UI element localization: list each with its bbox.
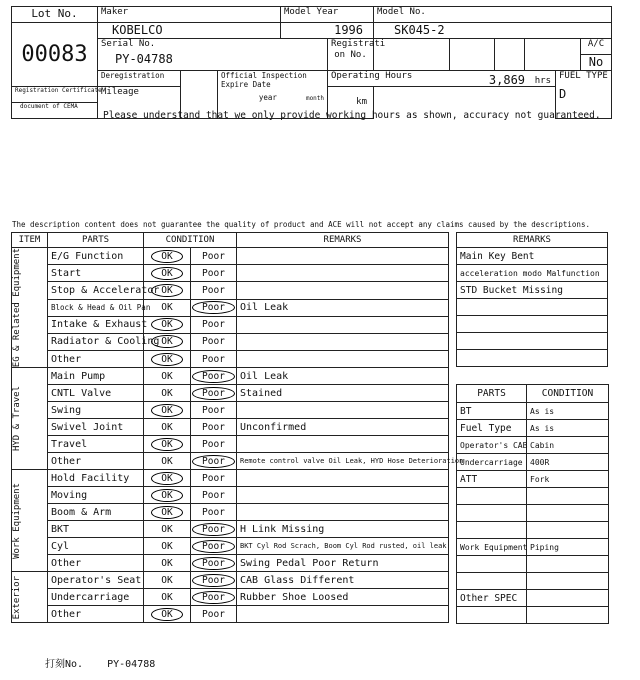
pc-condition [527, 522, 609, 539]
remark [237, 606, 449, 623]
pc-condition: Cabin [527, 437, 609, 454]
pc-condition [527, 505, 609, 522]
poor-mark: Poor [202, 489, 225, 501]
model-year-label: Model Year [284, 7, 339, 17]
condition-poor-cell [191, 470, 237, 487]
remark [237, 333, 449, 350]
inspection-row [12, 333, 449, 350]
part-name: CNTL Valve [48, 385, 144, 402]
poor-mark: Poor [192, 370, 235, 383]
poor-mark: Poor [202, 421, 225, 433]
condition-poor-cell [191, 385, 237, 402]
remark: CAB Glass Different [237, 572, 449, 589]
registration-label: Registrati on No. [328, 39, 374, 71]
remark [237, 487, 449, 504]
condition-ok-cell [144, 265, 191, 282]
poor-mark: Poor [192, 387, 235, 400]
pc-part: Fuel Type [457, 420, 527, 437]
side-remarks-header: REMARKS [457, 233, 608, 248]
parts-condition-row [457, 471, 609, 488]
part-name: Intake & Exhaust [48, 316, 144, 333]
condition-poor-cell [191, 316, 237, 333]
pc-condition [527, 488, 609, 505]
inspection-row [12, 453, 449, 470]
condition-poor-cell [191, 248, 237, 265]
condition-poor-cell [191, 402, 237, 419]
pc-condition: 400R [527, 454, 609, 471]
condition-ok-cell [144, 248, 191, 265]
remark: Swing Pedal Poor Return [237, 555, 449, 572]
poor-mark: Poor [192, 523, 235, 536]
poor-mark: Poor [202, 506, 225, 518]
ok-mark: OK [151, 353, 182, 366]
ok-mark: OK [161, 574, 173, 586]
inspection-row [12, 368, 449, 385]
deregistration-label: Deregistration [98, 71, 181, 87]
pc-condition [527, 607, 609, 624]
condition-ok-cell [144, 351, 191, 368]
ok-mark: OK [161, 591, 173, 603]
poor-mark: Poor [202, 353, 225, 365]
condition-poor-cell [191, 333, 237, 350]
pc-part [457, 573, 527, 590]
ac-value: No [581, 55, 612, 71]
poor-mark: Poor [192, 557, 235, 570]
registration-cell-2 [450, 39, 495, 71]
pc-part: Undercarriage [457, 454, 527, 471]
parts-condition-row [457, 522, 609, 539]
operating-hours-value: 3,869 [488, 73, 526, 87]
condition-poor-cell [191, 589, 237, 606]
remark [237, 316, 449, 333]
condition-poor-cell [191, 453, 237, 470]
fuel-type-value: D [559, 87, 567, 101]
maker-cell [98, 7, 281, 23]
condition-ok-cell [144, 606, 191, 623]
ok-mark: OK [161, 302, 173, 314]
pc-condition [527, 556, 609, 573]
parts-condition-row [457, 454, 609, 471]
condition-poor-cell [191, 538, 237, 555]
inspection-row [12, 402, 449, 419]
pc-condition: Fork [527, 471, 609, 488]
inspection-row [12, 521, 449, 538]
registration-cell-3 [495, 39, 525, 71]
parts-condition-row [457, 437, 609, 454]
remark [237, 282, 449, 299]
parts-condition-row [457, 403, 609, 420]
remark: Oil Leak [237, 299, 449, 316]
ok-mark: OK [161, 455, 173, 467]
inspection-row [12, 538, 449, 555]
pc-part: ATT [457, 471, 527, 488]
condition-ok-cell [144, 589, 191, 606]
part-name: Main Pump [48, 368, 144, 385]
pc-part: Other SPEC [457, 590, 527, 607]
pc-part [457, 607, 527, 624]
condition-ok-cell [144, 572, 191, 589]
serial-no-cell [98, 39, 328, 71]
poor-mark: Poor [202, 608, 225, 620]
operating-hours-label: Operating Hours [331, 71, 413, 81]
description-notice: The description content does not guarantee the quality of product and ACE will not accept any claims caused by the descriptions. [12, 220, 590, 229]
poor-mark: Poor [202, 472, 225, 484]
pc-condition [527, 590, 609, 607]
remark [237, 351, 449, 368]
condition-ok-cell [144, 385, 191, 402]
pc-condition: Piping [527, 539, 609, 556]
condition-ok-cell [144, 470, 191, 487]
category-label: EG & Related Equipment [12, 248, 22, 368]
inspection-row [12, 436, 449, 453]
item-header: ITEM [12, 233, 48, 248]
part-name: Other [48, 555, 144, 572]
model-year-cell [281, 7, 374, 23]
model-no-value: SK045-2 [374, 23, 612, 39]
part-name: Stop & Accelerator [48, 282, 144, 299]
poor-mark: Poor [202, 404, 225, 416]
remark [237, 402, 449, 419]
inspection-row [12, 316, 449, 333]
condition-ok-cell [144, 487, 191, 504]
pc-part [457, 488, 527, 505]
part-name: Operator's Seat [48, 572, 144, 589]
ok-mark: OK [151, 335, 182, 348]
official-inspection-label: Official Inspection Expire Date [221, 71, 307, 89]
category-label: HYD & Travel [12, 386, 22, 452]
pc-part: Work Equipment [457, 539, 527, 556]
inspection-row [12, 351, 449, 368]
category-label: Exterior [12, 575, 22, 619]
remark [237, 504, 449, 521]
hours-notice: Please understand that we only provide working hours as shown, accuracy not guaranteed. [103, 110, 601, 121]
parts-condition-row [457, 505, 609, 522]
parts-condition-row [457, 556, 609, 573]
condition-ok-cell [144, 299, 191, 316]
condition-ok-cell [144, 333, 191, 350]
poor-mark: Poor [202, 267, 225, 279]
ok-mark: OK [161, 557, 173, 569]
category-cell [12, 572, 48, 623]
maker-label: Maker [101, 7, 129, 17]
registration-cell-4 [525, 39, 581, 71]
category-cell [12, 368, 48, 470]
poor-mark: Poor [192, 455, 235, 468]
operating-hours-cell [328, 71, 556, 87]
ok-mark: OK [151, 438, 182, 451]
mileage-label: Mileage [101, 87, 139, 97]
side-remarks-table [456, 232, 608, 367]
poor-mark: Poor [202, 284, 225, 296]
inspection-row [12, 606, 449, 623]
condition-ok-cell [144, 521, 191, 538]
remark: Remote control valve Oil Leak, HYD Hose Deterioration [237, 453, 449, 470]
poor-mark: Poor [192, 301, 235, 314]
condition-poor-cell [191, 606, 237, 623]
condition-ok-cell [144, 538, 191, 555]
month-label: month [305, 95, 325, 102]
part-name: Hold Facility [48, 470, 144, 487]
model-no-label: Model No. [377, 7, 426, 17]
remark [237, 436, 449, 453]
registration-certificate-label: Registration Certificate [12, 87, 98, 103]
remark: Rubber Shoe Loosed [237, 589, 449, 606]
part-name: Swivel Joint [48, 419, 144, 436]
condition-poor-cell [191, 504, 237, 521]
hrs-label: hrs [534, 76, 552, 86]
inspection-table [11, 232, 464, 623]
part-name: Other [48, 606, 144, 623]
ok-mark: OK [151, 608, 182, 621]
inspection-row [12, 487, 449, 504]
ok-mark: OK [151, 284, 182, 297]
condition-poor-cell [191, 351, 237, 368]
remark [237, 265, 449, 282]
pc-parts-header: PARTS [457, 385, 527, 403]
ok-mark: OK [151, 267, 182, 280]
condition-poor-cell [191, 299, 237, 316]
remark: Oil Leak [237, 368, 449, 385]
part-name: E/G Function [48, 248, 144, 265]
km-label: km [356, 97, 368, 107]
pc-part [457, 522, 527, 539]
poor-mark: Poor [192, 591, 235, 604]
inspection-row [12, 299, 449, 316]
part-name: Other [48, 453, 144, 470]
ok-mark: OK [151, 250, 182, 263]
part-name: Start [48, 265, 144, 282]
poor-mark: Poor [192, 574, 235, 587]
ok-mark: OK [151, 318, 182, 331]
remark [237, 248, 449, 265]
model-year-value: 1996 [281, 23, 374, 39]
parts-condition-row [457, 488, 609, 505]
remark: BKT Cyl Rod Scrach, Boom Cyl Rod rusted, oil leak [237, 538, 449, 555]
parts-condition-row [457, 420, 609, 437]
condition-ok-cell [144, 504, 191, 521]
poor-mark: Poor [202, 250, 225, 262]
condition-poor-cell [191, 487, 237, 504]
condition-ok-cell [144, 555, 191, 572]
side-remark-item [457, 316, 608, 333]
part-name: Block & Head & Oil Pan [48, 299, 144, 316]
ac-label: A/C [581, 39, 612, 55]
condition-ok-cell [144, 368, 191, 385]
pc-part [457, 505, 527, 522]
ok-mark: OK [151, 506, 182, 519]
condition-poor-cell [191, 282, 237, 299]
condition-poor-cell [191, 419, 237, 436]
part-name: Other [48, 351, 144, 368]
inspection-row [12, 555, 449, 572]
ok-mark: OK [151, 489, 182, 502]
category-cell [12, 248, 48, 368]
stamp-value: PY-04788 [107, 659, 156, 670]
parts-condition-row [457, 607, 609, 624]
year-label: year [258, 93, 277, 102]
condition-ok-cell [144, 282, 191, 299]
stamp-label: 打刻No. [45, 659, 84, 670]
inspection-row [12, 470, 449, 487]
ok-mark: OK [161, 540, 173, 552]
remark: Unconfirmed [237, 419, 449, 436]
serial-no-value: PY-04788 [115, 52, 173, 66]
condition-poor-cell [191, 572, 237, 589]
category-label: Work Equipment [12, 482, 22, 559]
part-name: Radiator & Cooling [48, 333, 144, 350]
fuel-type-label: FUEL TYPE [559, 71, 608, 81]
part-name: Cyl [48, 538, 144, 555]
vehicle-header [11, 6, 612, 119]
condition-header: CONDITION [144, 233, 237, 248]
parts-condition-row [457, 539, 609, 556]
ok-mark: OK [151, 404, 182, 417]
poor-mark: Poor [192, 540, 235, 553]
pc-condition: As is [527, 420, 609, 437]
condition-poor-cell [191, 521, 237, 538]
remarks-header: REMARKS [237, 233, 449, 248]
condition-ok-cell [144, 436, 191, 453]
poor-mark: Poor [202, 336, 225, 348]
part-name: Moving [48, 487, 144, 504]
side-remark-item [457, 299, 608, 316]
ok-mark: OK [161, 523, 173, 535]
inspection-row [12, 265, 449, 282]
stamp-line [45, 655, 173, 670]
parts-header: PARTS [48, 233, 144, 248]
pc-part: BT [457, 403, 527, 420]
side-remark-item [457, 350, 608, 367]
remark: Stained [237, 385, 449, 402]
part-name: Boom & Arm [48, 504, 144, 521]
condition-poor-cell [191, 368, 237, 385]
ok-mark: OK [161, 370, 173, 382]
maker-value: KOBELCO [98, 23, 281, 39]
inspection-row [12, 385, 449, 402]
lot-number: 00083 [12, 23, 98, 87]
part-name: BKT [48, 521, 144, 538]
part-name: Travel [48, 436, 144, 453]
inspection-row [12, 572, 449, 589]
side-remark-item [457, 333, 608, 350]
pc-condition: As is [527, 403, 609, 420]
inspection-row [12, 419, 449, 436]
ok-mark: OK [161, 421, 173, 433]
condition-poor-cell [191, 265, 237, 282]
condition-ok-cell [144, 419, 191, 436]
condition-poor-cell [191, 555, 237, 572]
side-remark-item: acceleration modo Malfunction [457, 265, 608, 282]
parts-condition-row [457, 573, 609, 590]
pc-part: Operator's CAB [457, 437, 527, 454]
condition-poor-cell [191, 436, 237, 453]
poor-mark: Poor [202, 319, 225, 331]
poor-mark: Poor [202, 438, 225, 450]
part-name: Swing [48, 402, 144, 419]
ok-mark: OK [151, 472, 182, 485]
category-cell [12, 470, 48, 572]
ok-mark: OK [161, 387, 173, 399]
part-name: Undercarriage [48, 589, 144, 606]
inspection-row [12, 589, 449, 606]
condition-ok-cell [144, 402, 191, 419]
lot-no-label: Lot No. [12, 7, 98, 23]
remark [237, 470, 449, 487]
parts-condition-table [456, 384, 609, 624]
pc-condition [527, 573, 609, 590]
document-cema-label: document of CEMA [12, 103, 98, 119]
inspection-row [12, 248, 449, 265]
inspection-row [12, 282, 449, 299]
model-no-cell [374, 7, 612, 23]
pc-condition-header: CONDITION [527, 385, 609, 403]
side-remark-item: STD Bucket Missing [457, 282, 608, 299]
condition-ok-cell [144, 453, 191, 470]
serial-no-label: Serial No. [101, 39, 156, 49]
remark: H Link Missing [237, 521, 449, 538]
condition-ok-cell [144, 316, 191, 333]
parts-condition-row [457, 590, 609, 607]
inspection-row [12, 504, 449, 521]
pc-part [457, 556, 527, 573]
side-remark-item: Main Key Bent [457, 248, 608, 265]
